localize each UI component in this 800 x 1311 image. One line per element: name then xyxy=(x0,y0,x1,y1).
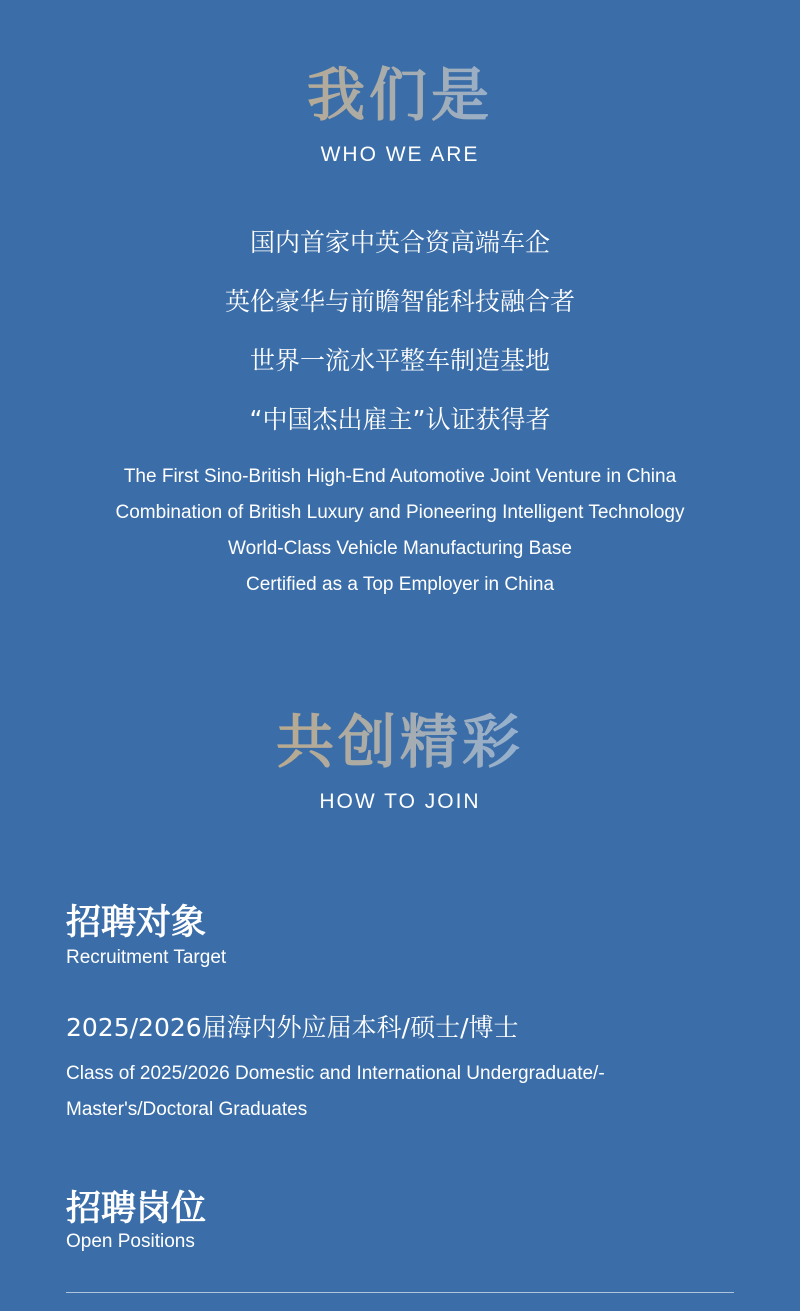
how-to-join-title: 共创精彩 xyxy=(0,707,800,777)
who-we-are-subtitle: WHO WE ARE xyxy=(320,143,480,166)
intro-line-en-3: World-Class Vehicle Manufacturing Base xyxy=(228,538,572,559)
intro-line-en-4: Certified as a Top Employer in China xyxy=(245,574,555,595)
intro-line-cn-1: 国内首家中英合资高端车企 xyxy=(249,228,550,257)
intro-line-en-1: The First Sino-British High-End Automotive Joint Venture in China xyxy=(123,466,677,487)
open-positions-heading: 招聘岗位 xyxy=(66,1189,207,1229)
how-to-join-subtitle: HOW TO JOIN xyxy=(319,790,481,813)
who-we-are-title: 我们是 xyxy=(0,60,800,130)
recruitment-target-body-en-line1: Class of 2025/2026 Domestic and International Undergraduate/- xyxy=(66,1063,605,1084)
intro-line-cn-4: “中国杰出雇主”认证获得者 xyxy=(249,405,551,434)
section-divider xyxy=(66,1292,734,1293)
intro-line-en-2: Combination of British Luxury and Pioneering Intelligent Technology xyxy=(115,502,685,523)
intro-line-cn-2: 英伦豪华与前瞻智能科技融合者 xyxy=(224,287,575,316)
intro-line-cn-3: 世界一流水平整车制造基地 xyxy=(249,346,550,375)
recruitment-target-subheading: Recruitment Target xyxy=(66,947,227,968)
recruitment-target-heading: 招聘对象 xyxy=(66,903,207,943)
recruitment-target-body-en-line2: Master's/Doctoral Graduates xyxy=(66,1099,308,1120)
open-positions-subheading: Open Positions xyxy=(66,1231,195,1252)
recruitment-target-body-cn: 2025/2026届海内外应届本科/硕士/博士 xyxy=(66,1013,519,1042)
